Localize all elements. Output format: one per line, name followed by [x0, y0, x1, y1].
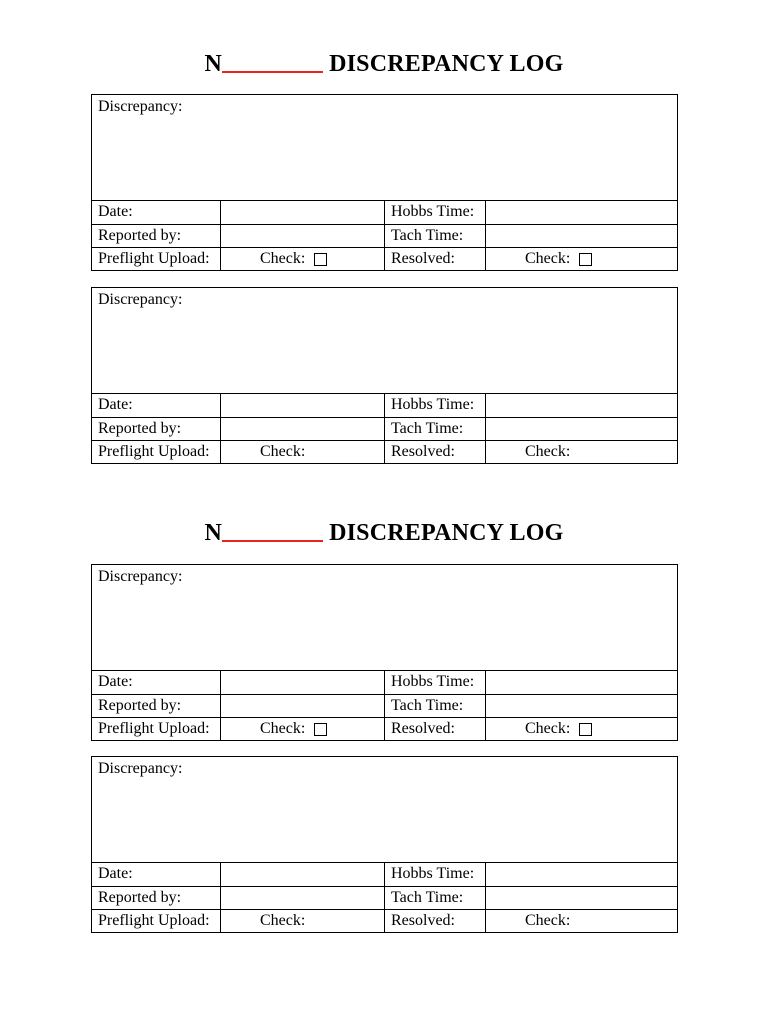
- preflight-checkbox[interactable]: [314, 723, 327, 736]
- date-field[interactable]: [221, 201, 385, 224]
- resolved-check-cell: [486, 248, 677, 270]
- reported-row: [92, 694, 677, 717]
- log-title: [0, 516, 768, 547]
- date-field[interactable]: [221, 863, 385, 886]
- preflight-label: Preflight Upload:: [92, 718, 221, 740]
- date-row: [92, 201, 677, 224]
- discrepancy-field[interactable]: [92, 565, 677, 671]
- preflight-label: Preflight Upload:: [92, 910, 221, 932]
- tach-field[interactable]: [486, 695, 677, 717]
- reported-row: [92, 224, 677, 247]
- preflight-check-cell: [221, 248, 385, 270]
- date-row: [92, 671, 677, 694]
- reported-field[interactable]: [221, 418, 385, 440]
- title-suffix: DISCREPANCY LOG: [329, 51, 564, 77]
- discrepancy-label: Discrepancy:: [98, 291, 183, 308]
- reported-row: [92, 417, 677, 440]
- preflight-check-cell[interactable]: [221, 441, 385, 463]
- check-label: Check:: [525, 443, 571, 460]
- resolved-label: Resolved:: [385, 441, 486, 463]
- reported-field[interactable]: [221, 887, 385, 909]
- preflight-check-cell: [221, 718, 385, 740]
- tail-number-blank[interactable]: [222, 518, 323, 542]
- check-label: Check:: [525, 720, 571, 737]
- hobbs-field[interactable]: [486, 863, 677, 886]
- hobbs-field[interactable]: [486, 671, 677, 694]
- resolved-check-cell[interactable]: [486, 910, 677, 932]
- date-label: Date:: [92, 863, 221, 886]
- tach-field[interactable]: [486, 887, 677, 909]
- preflight-label: Preflight Upload:: [92, 248, 221, 270]
- resolved-label: Resolved:: [385, 910, 486, 932]
- date-field[interactable]: [221, 394, 385, 417]
- check-label: Check:: [260, 720, 306, 737]
- discrepancy-card: [91, 564, 678, 741]
- status-row: [92, 440, 677, 463]
- tach-label: Tach Time:: [385, 225, 486, 247]
- reported-label: Reported by:: [92, 225, 221, 247]
- discrepancy-card: [91, 756, 678, 933]
- status-row: [92, 909, 677, 932]
- tail-number-blank[interactable]: [222, 49, 323, 73]
- resolved-check-cell: [486, 718, 677, 740]
- tach-label: Tach Time:: [385, 887, 486, 909]
- discrepancy-field[interactable]: [92, 288, 677, 394]
- discrepancy-field[interactable]: [92, 95, 677, 201]
- reported-field[interactable]: [221, 695, 385, 717]
- tach-field[interactable]: [486, 225, 677, 247]
- hobbs-label: Hobbs Time:: [385, 394, 486, 417]
- discrepancy-label: Discrepancy:: [98, 568, 183, 585]
- discrepancy-label: Discrepancy:: [98, 98, 183, 115]
- reported-label: Reported by:: [92, 695, 221, 717]
- discrepancy-label: Discrepancy:: [98, 760, 183, 777]
- reported-row: [92, 886, 677, 909]
- date-label: Date:: [92, 671, 221, 694]
- log-title: [0, 47, 768, 78]
- reported-label: Reported by:: [92, 887, 221, 909]
- resolved-checkbox[interactable]: [579, 253, 592, 266]
- date-row: [92, 863, 677, 886]
- tach-label: Tach Time:: [385, 695, 486, 717]
- status-row: [92, 247, 677, 270]
- date-field[interactable]: [221, 671, 385, 694]
- preflight-label: Preflight Upload:: [92, 441, 221, 463]
- hobbs-field[interactable]: [486, 394, 677, 417]
- preflight-check-cell[interactable]: [221, 910, 385, 932]
- status-row: [92, 717, 677, 740]
- hobbs-label: Hobbs Time:: [385, 863, 486, 886]
- hobbs-label: Hobbs Time:: [385, 671, 486, 694]
- check-label: Check:: [260, 250, 306, 267]
- hobbs-field[interactable]: [486, 201, 677, 224]
- tach-label: Tach Time:: [385, 418, 486, 440]
- reported-label: Reported by:: [92, 418, 221, 440]
- date-row: [92, 394, 677, 417]
- resolved-label: Resolved:: [385, 718, 486, 740]
- check-label: Check:: [525, 250, 571, 267]
- preflight-checkbox[interactable]: [314, 253, 327, 266]
- title-prefix: N: [204, 520, 223, 546]
- discrepancy-field[interactable]: [92, 757, 677, 863]
- reported-field[interactable]: [221, 225, 385, 247]
- title-suffix: DISCREPANCY LOG: [329, 520, 564, 546]
- title-prefix: N: [204, 51, 223, 77]
- date-label: Date:: [92, 201, 221, 224]
- discrepancy-card: [91, 287, 678, 464]
- resolved-check-cell[interactable]: [486, 441, 677, 463]
- resolved-checkbox[interactable]: [579, 723, 592, 736]
- date-label: Date:: [92, 394, 221, 417]
- check-label: Check:: [525, 912, 571, 929]
- tach-field[interactable]: [486, 418, 677, 440]
- hobbs-label: Hobbs Time:: [385, 201, 486, 224]
- discrepancy-card: [91, 94, 678, 271]
- check-label: Check:: [260, 443, 306, 460]
- check-label: Check:: [260, 912, 306, 929]
- resolved-label: Resolved:: [385, 248, 486, 270]
